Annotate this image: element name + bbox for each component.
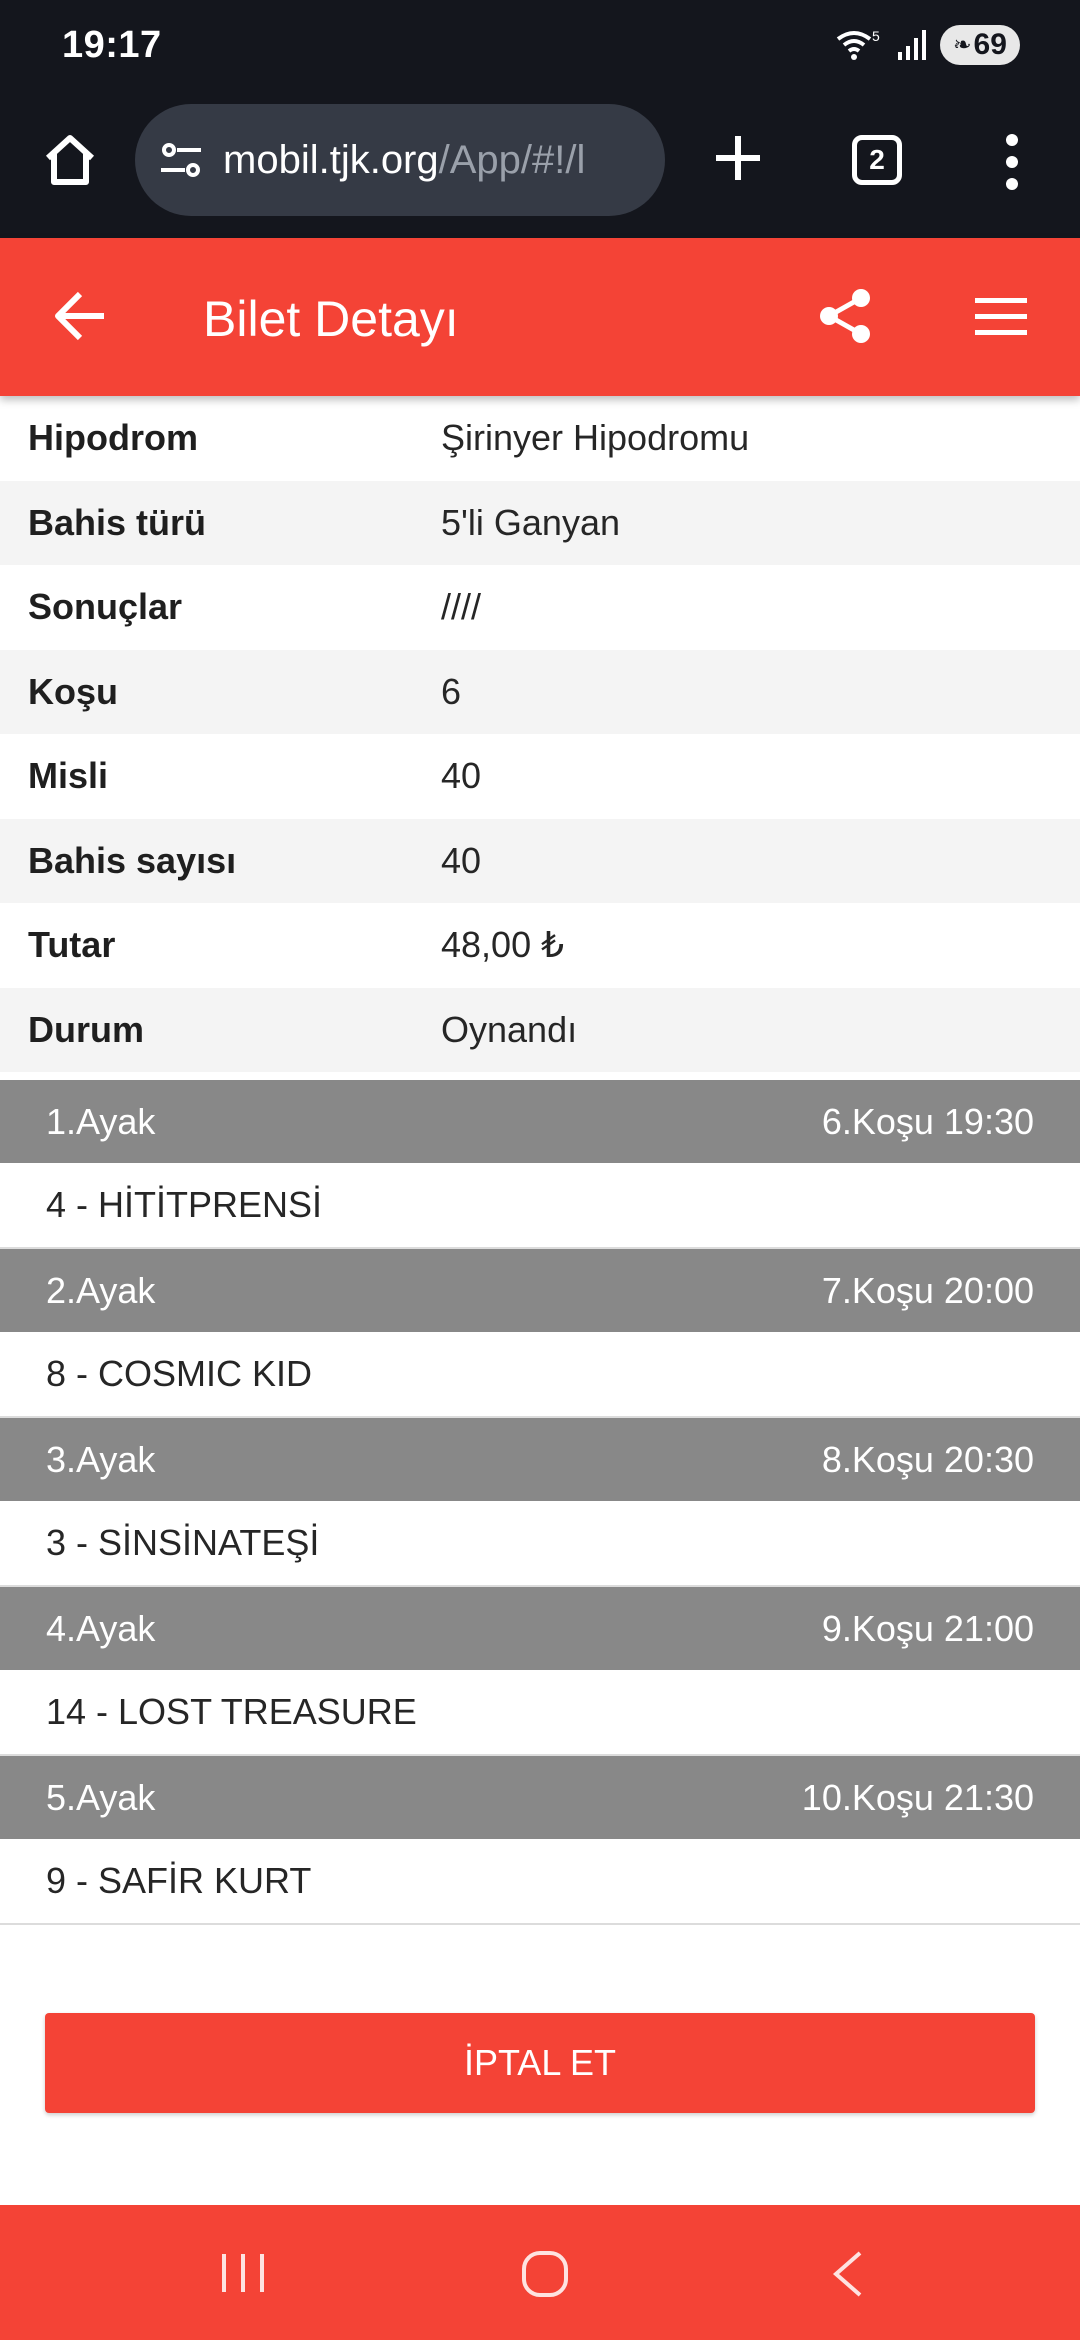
info-row-multiplier — [0, 734, 1080, 819]
info-value: 40 — [441, 755, 482, 797]
info-row-bet-count — [0, 819, 1080, 904]
home-nav-icon[interactable] — [520, 2249, 570, 2299]
leg-number: 4.Ayak — [46, 1607, 156, 1649]
new-tab-icon[interactable] — [710, 130, 766, 186]
site-settings-icon[interactable] — [157, 136, 205, 184]
info-value: 48,00 ₺ — [441, 924, 564, 966]
tab-switcher-button[interactable]: 2 — [852, 135, 902, 185]
leg-race-time: 9.Koşu 21:00 — [821, 1607, 1034, 1649]
status-icons — [834, 25, 1020, 65]
status-bar — [0, 0, 1080, 90]
legs-list — [0, 1080, 1080, 1925]
ticket-info-table — [0, 396, 1080, 1072]
url-path: /App/#!/l — [438, 137, 586, 182]
leg-number: 3.Ayak — [46, 1438, 156, 1480]
info-value: 5'li Ganyan — [441, 501, 620, 543]
info-label: Bahis sayısı — [28, 839, 237, 881]
leg-race-time: 6.Koşu 19:30 — [821, 1100, 1034, 1142]
leg-number: 5.Ayak — [46, 1776, 156, 1818]
home-icon[interactable] — [40, 130, 100, 190]
leg-number: 2.Ayak — [46, 1269, 156, 1311]
leg-horse: 8 - COSMIC KID — [0, 1332, 1080, 1418]
battery-indicator — [940, 25, 1020, 65]
info-value: //// — [441, 586, 482, 628]
url-domain: mobil.tjk.org — [223, 137, 439, 182]
recent-apps-icon[interactable] — [218, 2250, 268, 2296]
leg-horse: 4 - HİTİTPRENSİ — [0, 1163, 1080, 1249]
info-value: Şirinyer Hipodromu — [441, 417, 750, 459]
cancel-ticket-button[interactable]: İPTAL ET — [45, 2013, 1035, 2113]
info-label: Koşu — [28, 670, 118, 712]
leg-horse: 3 - SİNSİNATEŞİ — [0, 1501, 1080, 1587]
leg-header — [0, 1756, 1080, 1839]
back-arrow-icon[interactable] — [52, 288, 108, 344]
share-icon[interactable] — [815, 286, 875, 346]
leg-horse: 9 - SAFİR KURT — [0, 1839, 1080, 1925]
leg-race-time: 7.Koşu 20:00 — [821, 1269, 1034, 1311]
url-text — [223, 138, 585, 183]
info-value: Oynandı — [441, 1008, 578, 1050]
info-value: 40 — [441, 839, 482, 881]
app-header — [0, 238, 1080, 396]
leg-header — [0, 1080, 1080, 1163]
leg-race-time: 8.Koşu 20:30 — [821, 1438, 1034, 1480]
info-label: Hipodrom — [28, 417, 198, 459]
hamburger-menu-icon[interactable] — [973, 294, 1029, 340]
battery-saver-icon: ❧ — [953, 32, 972, 57]
info-label: Tutar — [28, 924, 116, 966]
leg-horse: 14 - LOST TREASURE — [0, 1670, 1080, 1756]
info-row-status — [0, 988, 1080, 1073]
page-title: Bilet Detayı — [203, 291, 459, 347]
info-row-hippodrome — [0, 396, 1080, 481]
leg-header — [0, 1418, 1080, 1501]
leg-race-time: 10.Koşu 21:30 — [801, 1776, 1034, 1818]
browser-toolbar — [0, 90, 1080, 238]
info-label: Sonuçlar — [28, 586, 183, 628]
leg-header — [0, 1249, 1080, 1332]
back-nav-icon[interactable] — [828, 2249, 868, 2299]
leg-number: 1.Ayak — [46, 1100, 156, 1142]
wifi-icon — [834, 27, 882, 63]
info-label: Misli — [28, 755, 109, 797]
info-label: Bahis türü — [28, 501, 207, 543]
leg-header — [0, 1587, 1080, 1670]
signal-icon — [896, 28, 926, 62]
wifi-label: 5 — [872, 28, 880, 44]
more-options-icon[interactable] — [1000, 132, 1024, 192]
status-time: 19:17 — [62, 23, 162, 66]
info-row-bet-type — [0, 481, 1080, 566]
address-bar[interactable] — [135, 104, 665, 216]
system-nav-bar — [0, 2205, 1080, 2340]
info-value: 6 — [441, 670, 462, 712]
info-row-race — [0, 650, 1080, 735]
info-label: Durum — [28, 1008, 144, 1050]
info-row-results — [0, 565, 1080, 650]
info-row-amount — [0, 903, 1080, 988]
battery-level: 69 — [973, 28, 1007, 61]
